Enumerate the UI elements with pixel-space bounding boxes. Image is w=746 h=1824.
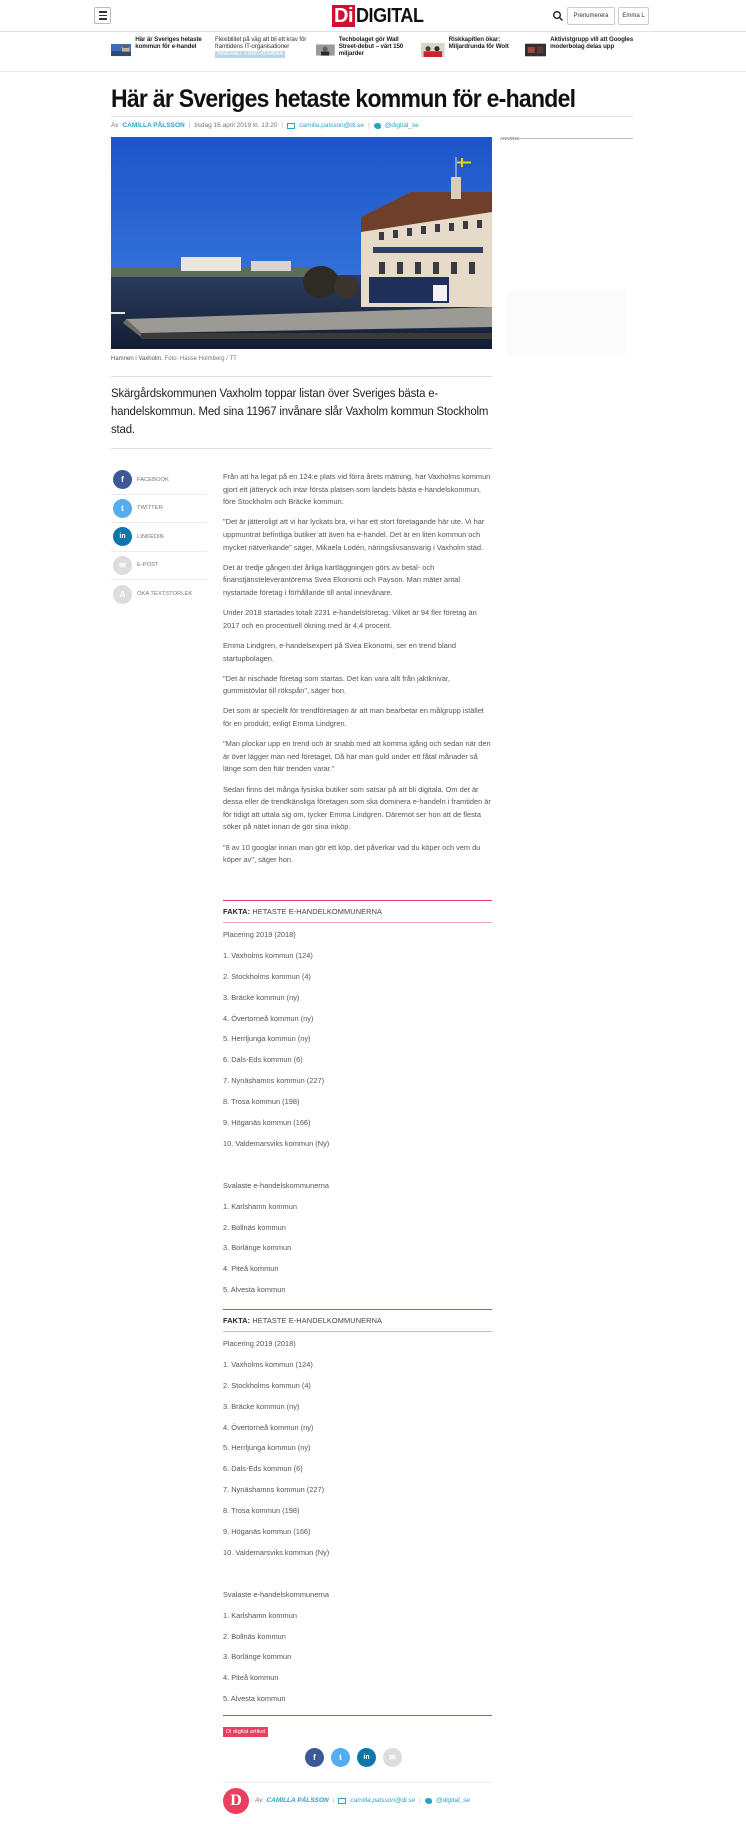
fakta-list-item: 2. Stockholms kommun (4) bbox=[223, 971, 311, 981]
fakta-bottom-rule bbox=[223, 1715, 492, 1716]
fakta-body bbox=[223, 1331, 492, 1714]
linkedin-icon[interactable]: in bbox=[357, 1748, 376, 1767]
byline-prefix: Av bbox=[111, 122, 119, 129]
fakta-subheading: Placering 2019 (2018) bbox=[223, 1339, 296, 1348]
teaser-title: Riskkapitlen ökar: Miljardrunda för Wolt bbox=[448, 36, 509, 50]
body-paragraph: "Det är jätteroligt att vi har lyckats bra, vi har ett stort företagande här ute. Vi har uppmuntrat befintliga butiker att även ha e-handel. Det är en liten kommun och mycket nätverkande" säger, Mikaela Lodén, näringslivsansvarig i Vaxholm stad. bbox=[223, 517, 485, 552]
author-twitter-link[interactable]: @digital_se bbox=[384, 122, 419, 129]
site-logo[interactable] bbox=[332, 5, 431, 27]
lead-divider-top bbox=[111, 376, 492, 377]
fakta-list-item: 5. Herrljunga kommun (ny) bbox=[223, 1034, 311, 1044]
teaser-thumbnail bbox=[316, 39, 335, 61]
linkedin-icon: in bbox=[113, 527, 132, 546]
fakta-list-item: 9. Höganäs kommun (166) bbox=[223, 1527, 311, 1537]
share-label: LINKEDIN bbox=[137, 533, 164, 540]
share-label: FACEBOOK bbox=[137, 476, 169, 483]
byline bbox=[111, 122, 419, 129]
lead-divider-bottom bbox=[111, 448, 492, 449]
fakta-list-item: 5. Herrljunga kommun (ny) bbox=[223, 1443, 311, 1453]
subscribe-button[interactable]: Prenumerera bbox=[567, 7, 615, 25]
author-email-link[interactable]: camilla.palsson@di.se bbox=[299, 122, 364, 129]
teaser-thumbnail bbox=[421, 39, 445, 61]
caption-text: Hamnen i Vaxholm. bbox=[111, 356, 163, 362]
fakta-list-item: 1. Karlshamn kommun bbox=[223, 1201, 297, 1211]
share-twitter-button[interactable] bbox=[111, 495, 207, 524]
logo-prefix: Di bbox=[334, 5, 353, 27]
byline-separator: | bbox=[188, 122, 191, 129]
body-paragraph: Det är tredje gången det årliga kartläggningen görs av betal- och finanstjänsteleverantörerna Svea Ekonomi och Payson. Man mäter antal nystartade företag i förhållande till antal innevånare. bbox=[223, 562, 461, 597]
body-paragraph: "Det är nischade företag som startas. Det kan vara allt från jaktknivar, gummistövlar till rökspån", säger hon. bbox=[223, 673, 450, 696]
teaser-title: Aktivistgrupp vill att Googles moderbolag delas upp bbox=[550, 36, 634, 50]
author-box bbox=[223, 1782, 492, 1816]
body-paragraph: "8 av 10 googlar innan man gör ett köp, det påverkar vad du köper och vem du köper av", säger hon. bbox=[223, 842, 481, 865]
email-icon[interactable]: ✉ bbox=[383, 1748, 402, 1767]
author-separator: | bbox=[332, 1797, 335, 1804]
twitter-icon bbox=[374, 123, 381, 129]
teaser-text-block bbox=[215, 36, 313, 66]
share-label: ÖKA TEXTSTORLEK bbox=[137, 591, 193, 598]
fakta-gap bbox=[223, 1159, 492, 1180]
teaser-title: Techbolaget gör Wall Street-debut – värt 150 miljarder bbox=[338, 36, 404, 57]
top-navigation-bar bbox=[0, 0, 746, 32]
fakta-list-item: 6. Dals-Eds kommun (6) bbox=[223, 1464, 303, 1474]
article-tag[interactable]: Di digital artikel bbox=[223, 1727, 268, 1737]
share-column bbox=[111, 466, 207, 609]
fakta-list-item: 1. Vaxholms kommun (124) bbox=[223, 1359, 313, 1369]
share-linkedin-button[interactable] bbox=[111, 523, 207, 552]
fakta-title: HETASTE E-HANDELKOMMUNERNA bbox=[252, 907, 383, 916]
byline-separator: | bbox=[281, 122, 284, 129]
twitter-icon: t bbox=[113, 499, 132, 518]
byline-separator: | bbox=[368, 122, 370, 129]
text-size-button[interactable] bbox=[111, 580, 207, 609]
headline-divider bbox=[111, 116, 633, 117]
author-prefix: Av bbox=[255, 1797, 263, 1804]
teaser-title: Flexibilitet på väg att bli ett krav för framtidens IT-organisationer bbox=[215, 36, 307, 50]
fakta-list-item: 4. Övertorneå kommun (ny) bbox=[223, 1422, 314, 1432]
author-twitter-link[interactable]: @digital_se bbox=[435, 1797, 470, 1804]
author-link[interactable]: CAMILLA PÅLSSON bbox=[266, 1797, 329, 1804]
fakta-gap bbox=[223, 1568, 492, 1589]
fakta-list-item: 3. Bräcke kommun (ny) bbox=[223, 1401, 300, 1411]
search-icon[interactable] bbox=[552, 10, 564, 22]
author-link[interactable]: CAMILLA PÅLSSON bbox=[122, 122, 185, 129]
bottom-share-bar bbox=[305, 1748, 402, 1767]
ad-divider bbox=[500, 138, 633, 139]
fakta-subheading: Svalaste e-handelskommunerna bbox=[223, 1180, 329, 1190]
fakta-list-item: 4. Piteå kommun bbox=[223, 1673, 279, 1683]
fakta-list-item: 3. Bräcke kommun (ny) bbox=[223, 992, 300, 1002]
fakta-list-item: 6. Dals-Eds kommun (6) bbox=[223, 1055, 303, 1065]
body-paragraph: Sedan finns det många fysiska butiker som satsar på att bli digitala. Om det är dessa eller de trendkänsliga företagen som ska dominera e-handeln i framtiden är för tidigt att uttala sig om, tycker Emma Lindgren. Däremot ser hon att de flesta söker på nätet innan de gör sina inköp. bbox=[223, 784, 491, 832]
fakta-list-item: 8. Trosa kommun (198) bbox=[223, 1506, 300, 1516]
fakta-list-item: 7. Nynäshamns kommun (227) bbox=[223, 1485, 325, 1495]
twitter-icon bbox=[425, 1798, 432, 1804]
author-line bbox=[255, 1797, 470, 1804]
fakta-list-item: 1. Vaxholms kommun (124) bbox=[223, 950, 313, 960]
text-size-icon: A bbox=[113, 585, 132, 604]
fakta-list-item: 2. Stockholms kommun (4) bbox=[223, 1380, 311, 1390]
author-email-link[interactable]: camilla.palsson@di.se bbox=[350, 1797, 416, 1804]
author-separator: | bbox=[419, 1797, 421, 1804]
fakta-list-item: 9. Höganäs kommun (166) bbox=[223, 1118, 311, 1128]
twitter-icon[interactable]: t bbox=[331, 1748, 350, 1767]
fakta-list-item: 5. Alvesta kommun bbox=[223, 1694, 286, 1704]
teaser-item[interactable] bbox=[316, 36, 416, 66]
teaser-title: Här är Sveriges hetaste kommun för e-handel bbox=[135, 36, 202, 50]
fakta-list-item: 10. Valdemarsviks kommun (Ny) bbox=[223, 1138, 330, 1148]
fakta-list-item: 4. Övertorneå kommun (ny) bbox=[223, 1013, 314, 1023]
di-logo-icon: D bbox=[223, 1788, 249, 1814]
fakta-title: HETASTE E-HANDELKOMMUNERNA bbox=[252, 1316, 383, 1325]
hamburger-menu-icon[interactable] bbox=[94, 7, 111, 24]
body-paragraph: Under 2018 startades totalt 2231 e-handelsföretag. Vilket är 94 fler företag än 2017 och en procentuell ökning med är 4,4 procent. bbox=[223, 608, 477, 630]
fakta-list-item: 4. Piteå kommun bbox=[223, 1264, 279, 1274]
image-caption bbox=[111, 356, 237, 362]
article-headline: Här är Sveriges hetaste kommun för e-handel bbox=[111, 85, 576, 113]
ad-placeholder[interactable] bbox=[506, 290, 626, 355]
share-email-button[interactable] bbox=[111, 552, 207, 581]
user-account-button[interactable]: Emma L bbox=[618, 7, 649, 25]
fakta-heading bbox=[223, 901, 492, 922]
fakta-box bbox=[223, 1309, 492, 1716]
body-paragraph: "Man plockar upp en trend och är snabb med att komma igång och sedan när den är över lägger man ned företaget. Då har man guld under ett fåtal månader så länge som den här trenden varar." bbox=[223, 739, 491, 774]
fakta-list-item: 2. Bollnäs kommun bbox=[223, 1631, 286, 1641]
email-icon: ✉ bbox=[113, 556, 132, 575]
publish-date: tisdag 16 april 2019 kl. 13:20 bbox=[194, 122, 278, 129]
fakta-list-item: 5. Alvesta kommun bbox=[223, 1285, 286, 1295]
facebook-icon[interactable]: f bbox=[305, 1748, 324, 1767]
article-lead: Skärgårdskommunen Vaxholm toppar listan över Sveriges bästa e-handelskommun. Med sina 11967 invånare slår Vaxholm kommun Stockholm stad. bbox=[111, 386, 489, 436]
teaser-thumbnail bbox=[111, 39, 131, 61]
fakta-list-item: 8. Trosa kommun (198) bbox=[223, 1097, 300, 1107]
fakta-list-item: 7. Nynäshamns kommun (227) bbox=[223, 1076, 325, 1086]
body-paragraph: Emma Lindgren, e-handelsexpert på Svea Ekonomi, ser en trend bland startupbolagen. bbox=[223, 640, 456, 663]
fakta-list-item: 3. Borlänge kommun bbox=[223, 1243, 292, 1253]
fakta-body bbox=[223, 922, 492, 1305]
body-paragraph: Det som är speciellt för trendföretagen är att man bearbetar en målgrupp istället för en produkt, enligt Emma Lindgren. bbox=[223, 706, 484, 729]
share-label: E-POST bbox=[137, 562, 159, 569]
fakta-list-item: 3. Borlänge kommun bbox=[223, 1652, 292, 1662]
email-icon bbox=[338, 1798, 346, 1804]
hero-image bbox=[111, 137, 492, 349]
teaser-strip bbox=[0, 32, 746, 72]
teaser-item[interactable] bbox=[111, 36, 206, 66]
logo-text: DIGITAL bbox=[356, 4, 424, 27]
fakta-heading bbox=[223, 1310, 492, 1331]
teaser-thumbnail bbox=[525, 39, 546, 61]
fakta-box bbox=[223, 900, 492, 1305]
fakta-list-item: 10. Valdemarsviks kommun (Ny) bbox=[223, 1547, 330, 1557]
email-icon bbox=[287, 123, 295, 129]
fakta-subheading: Placering 2019 (2018) bbox=[223, 930, 296, 939]
share-label: TWITTER bbox=[137, 505, 163, 512]
fakta-label: FAKTA: bbox=[223, 907, 251, 916]
article-body bbox=[223, 471, 493, 874]
fakta-list-item: 1. Karlshamn kommun bbox=[223, 1610, 297, 1620]
caption-credit: Foto: Hasse Holmberg / TT bbox=[164, 356, 237, 362]
fakta-list-item: 2. Bollnäs kommun bbox=[223, 1222, 286, 1232]
fakta-label: FAKTA: bbox=[223, 1316, 251, 1325]
sponsored-tag: INNEHÅLL FRÅN ADVANIA bbox=[217, 51, 284, 57]
teaser-item[interactable] bbox=[213, 36, 313, 66]
facebook-icon: f bbox=[113, 470, 132, 489]
teaser-item[interactable] bbox=[421, 36, 521, 66]
share-facebook-button[interactable] bbox=[111, 466, 207, 495]
fakta-subheading: Svalaste e-handelskommunerna bbox=[223, 1589, 329, 1599]
teaser-item[interactable] bbox=[525, 36, 635, 66]
body-paragraph: Från att ha legat på en 124:e plats vid förra årets mätning, har Vaxholms kommun gjort ett jätteryck och intar första platsen som landets bästa e-handelskommun, före Stockholm och Bräcke kommun. bbox=[223, 472, 491, 507]
